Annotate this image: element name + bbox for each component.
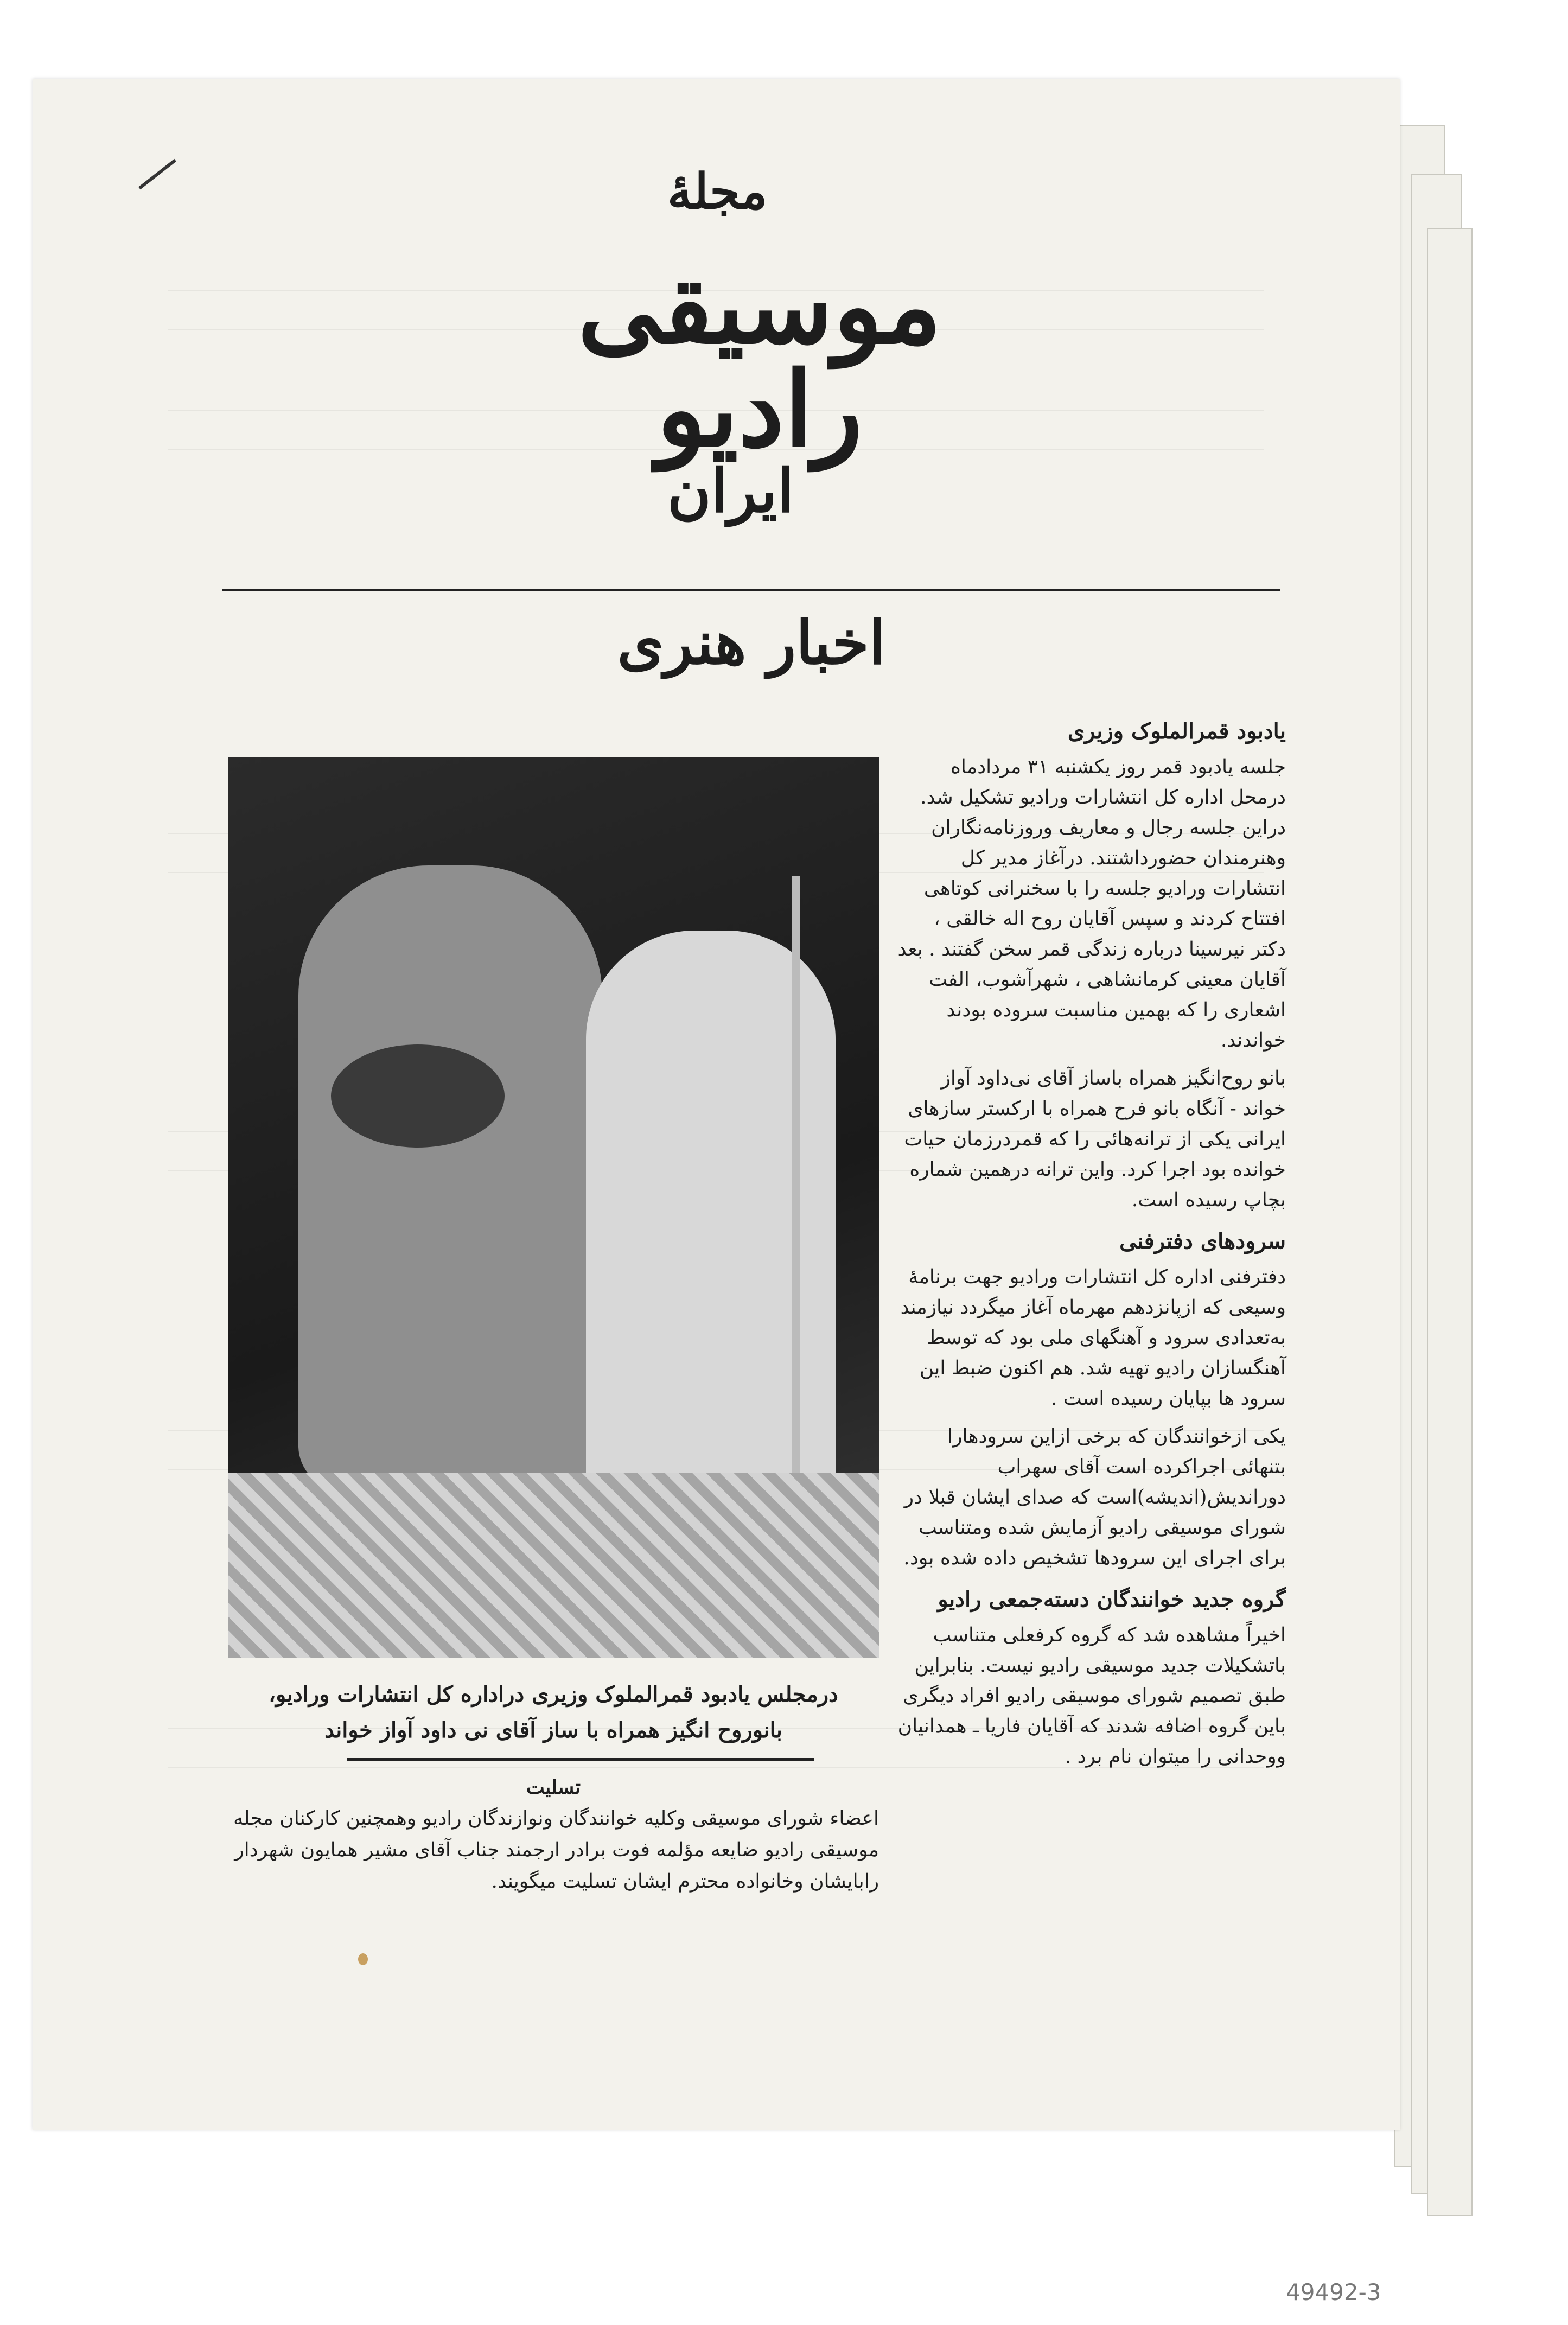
article-heading: گروه جدید خوانندگان دسته‌جمعی رادیو xyxy=(938,1587,1286,1612)
right-column xyxy=(895,716,1286,1772)
masthead-rule xyxy=(222,589,1280,591)
photo-rug xyxy=(228,1473,879,1658)
photo-instrument xyxy=(331,1044,505,1148)
photo xyxy=(228,757,879,1658)
condolence-notice xyxy=(228,1772,879,1897)
photo-caption-line: بانوروح انگیز همراه با ساز آقای نی داود آواز خواند xyxy=(324,1717,782,1743)
article-heading: یادبود قمرالملوک وزیری xyxy=(1067,718,1286,744)
article-paragraph: جلسه یادبود قمر روز یکشنبه ۳۱ مردادماه درمحل اداره کل انتشارات ورادیو تشکیل شد. دراین جلسه رجال و معاریف وروزنامه‌نگاران وهنرمندان حضورداشتند. درآغاز مدیر کل انتشارات ورادیو جلسه را با سخنرانی کوتاهی افتتاح کردند و سپس آقایان روح اله خالقی ، دکتر نیرسینا درباره زندگی قمر سخن گفتند . بعد آقایان معینی کرمانشاهی ، شهرآشوب، الفت اشعاری را که بهمین مناسبت سروده بودند خواندند. xyxy=(897,756,1286,1052)
section-title: اخبار هنری xyxy=(617,608,886,678)
article-paragraph: یکی ازخوانندگان که برخی ازاین سرودهارا بتنهائی اجراکرده است آقای سهراب دوراندیش(اندیشه)است که صدای ایشان قبلا در شورای موسیقی رادیو آزمایش شده ومتناسب برای اجرای این سرودها تشخیص داده شده بود. xyxy=(903,1425,1286,1569)
article-paragraph: اخیراً مشاهده شد که گروه کرفعلی متناسب باتشکیلات جدید موسیقی رادیو نیست. بنابراین طبق تصمیم شورای موسیقی رادیو افراد دیگری باین گروه اضافه شدند که آقایان فاریا ـ همدانیان ووحدانی را میتوان نام برد . xyxy=(897,1624,1286,1768)
masthead-title: موسیقی رادیو xyxy=(577,246,942,470)
photo-caption xyxy=(228,1677,879,1748)
masthead-small: مجلهٔ xyxy=(667,163,768,220)
article-heading: سرودهای دفترفنی xyxy=(1119,1228,1286,1254)
archive-number: 49492-3 xyxy=(1286,2279,1381,2305)
paper-stain xyxy=(358,1953,368,1965)
page-stack-edge xyxy=(1427,228,1473,2216)
masthead-subtitle: ایران xyxy=(667,456,794,526)
article-paragraph: دفترفنی اداره کل انتشارات ورادیو جهت برنامهٔ وسیعی که ازپانزدهم مهرماه آغاز میگردد نیازمند به‌تعدادی سرود و آهنگهای ملی بود که توسط آهنگسازان رادیو تهیه شد. هم اکنون ضبط این سرود ها بپایان رسیده است . xyxy=(900,1266,1286,1410)
condolence-text: اعضاء شورای موسیقی وکلیه خوانندگان ونوازندگان رادیو وهمچنین کارکنان مجله موسیقی رادیو ضایعه مؤلمه فوت برادر ارجمند جناب آقای مشیر همایون شهردار رابایشان وخانواده محترم ایشان تسلیت میگویند. xyxy=(233,1807,879,1893)
caption-rule xyxy=(347,1758,814,1761)
condolence-heading: تسلیت xyxy=(526,1776,581,1799)
photo-musician xyxy=(298,865,602,1489)
photo-caption-line: درمجلس یادبود قمرالملوک وزیری دراداره کل انتشارات ورادیو، xyxy=(269,1681,838,1707)
article-paragraph: بانو روح‌انگیز همراه باساز آقای نی‌داود آواز خواند - آنگاه بانو فرح همراه با ارکستر سازهای ایرانی یکی از ترانه‌هائی را که قمردرزمان حیات خوانده بود اجرا کرد. واین ترانه درهمین شماره بچاپ رسیده است. xyxy=(904,1067,1286,1211)
